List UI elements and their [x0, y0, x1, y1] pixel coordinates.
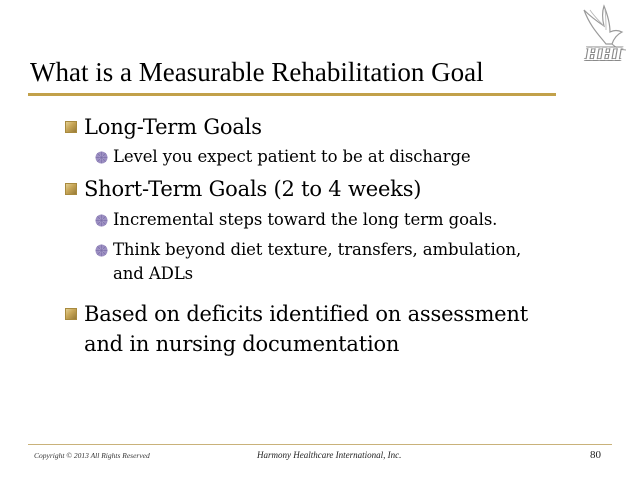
sub-bullet-icon — [95, 244, 108, 257]
hhi-logo — [576, 4, 632, 76]
logo-lettering: HHI — [585, 44, 622, 65]
title-underline — [28, 93, 556, 96]
footer-copyright: Copyright © 2013 All Rights Reserved — [34, 451, 150, 460]
sub-bullet-icon — [95, 214, 108, 227]
footer-company: Harmony Healthcare International, Inc. — [257, 450, 402, 460]
sub-bullet-icon — [95, 151, 108, 164]
bullet-based-on-deficits: Based on deficits identified on assessment — [84, 302, 528, 326]
square-bullet-icon — [65, 308, 77, 320]
sub-bullet-incremental-steps: Incremental steps toward the long term goals. — [113, 210, 498, 229]
page-number: 80 — [590, 449, 601, 461]
sub-bullet-think-beyond: Think beyond diet texture, transfers, ambulation, — [113, 240, 522, 259]
footer-divider — [28, 444, 612, 445]
slide-title: What is a Measurable Rehabilitation Goal — [30, 57, 484, 87]
square-bullet-icon — [65, 183, 77, 195]
sub-bullet-discharge-level: Level you expect patient to be at discharge — [113, 147, 471, 166]
bullet-based-on-deficits-cont: and in nursing documentation — [84, 332, 400, 356]
square-bullet-icon — [65, 121, 77, 133]
sub-bullet-think-beyond-cont: and ADLs — [113, 264, 194, 283]
bullet-long-term-goals: Long-Term Goals — [84, 115, 262, 139]
bullet-short-term-goals: Short-Term Goals (2 to 4 weeks) — [84, 177, 422, 201]
